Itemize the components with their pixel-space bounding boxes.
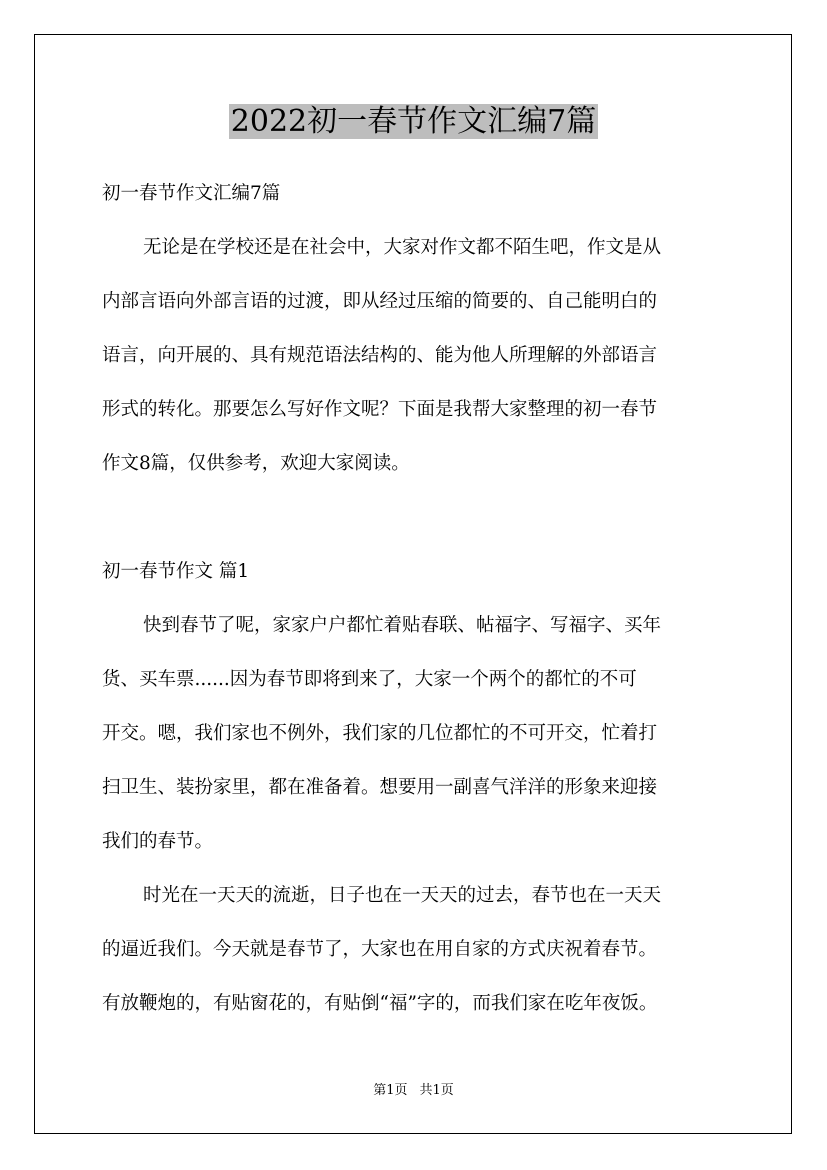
page-number: 第1页 [373, 1083, 408, 1098]
intro-line: 形式的转化。那要怎么写好作文呢？下面是我帮大家整理的初一春节 [102, 399, 658, 420]
paragraph-line: 货、买车票......因为春节即将到来了，大家一个两个的都忙的不可 [102, 669, 637, 690]
section-heading: 初一春节作文 篇1 [102, 561, 250, 582]
intro-line: 无论是在学校还是在社会中，大家对作文都不陌生吧，作文是从 [143, 237, 662, 258]
document-subtitle: 初一春节作文汇编7篇 [102, 183, 281, 204]
intro-line: 作文8篇，仅供参考，欢迎大家阅读。 [102, 453, 410, 474]
paragraph-line: 有放鞭炮的，有贴窗花的，有贴倒“福”字的，而我们家在吃年夜饭。 [102, 993, 658, 1014]
page-total: 共1页 [419, 1083, 454, 1098]
intro-line: 内部言语向外部言语的过渡，即从经过压缩的简要的、自己能明白的 [102, 291, 658, 312]
paragraph-line: 我们的春节。 [102, 831, 214, 852]
paragraph-line: 快到春节了呢，家家户户都忙着贴春联、帖福字、写福字、买年 [143, 615, 662, 636]
paragraph-line: 开交。嗯，我们家也不例外，我们家的几位都忙的不可开交，忙着打 [102, 723, 658, 744]
document-title [0, 100, 827, 144]
paragraph-line: 时光在一天天的流逝，日子也在一天天的过去，春节也在一天天 [143, 885, 662, 906]
paragraph-line: 扫卫生、装扮家里，都在准备着。想要用一副喜气洋洋的形象来迎接 [102, 777, 658, 798]
intro-line: 语言，向开展的、具有规范语法结构的、能为他人所理解的外部语言 [102, 345, 658, 366]
paragraph-line: 的逼近我们。今天就是春节了，大家也在用自家的方式庆祝着春节。 [102, 939, 658, 960]
document-title-text: 2022初一春节作文汇编7篇 [230, 104, 597, 139]
page-footer [0, 1082, 827, 1100]
